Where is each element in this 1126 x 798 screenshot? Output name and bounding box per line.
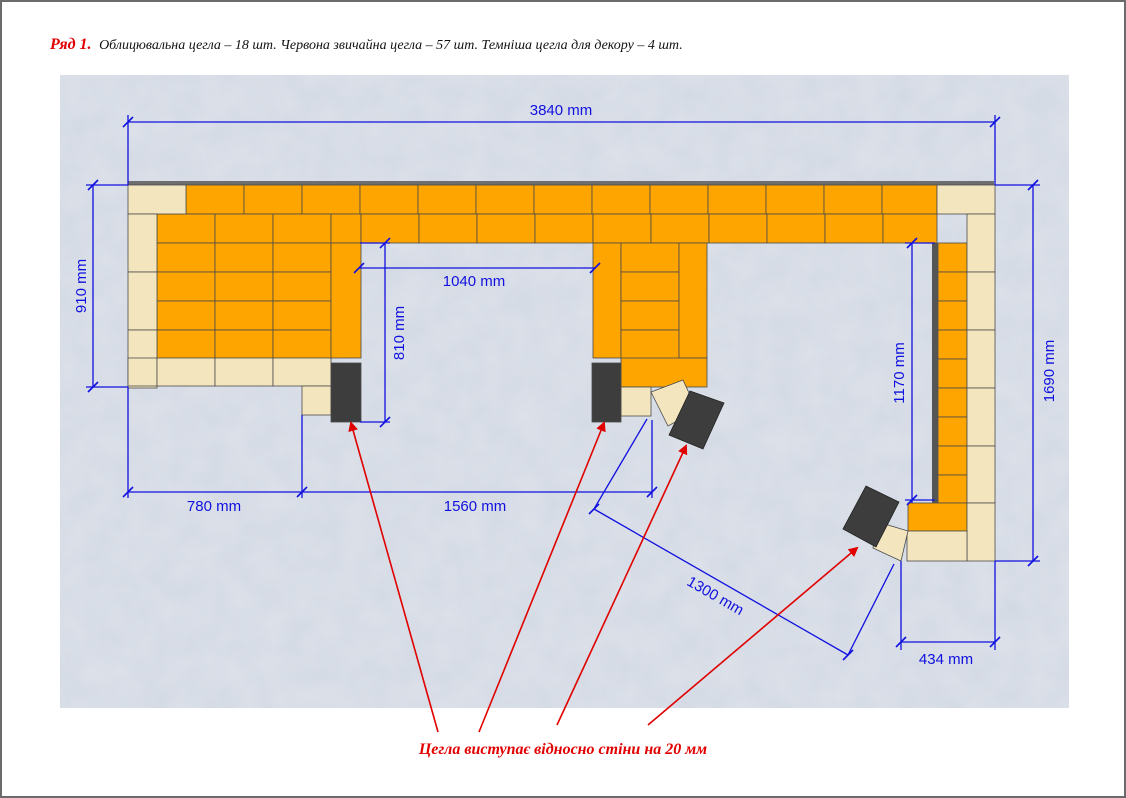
- red-brick: [535, 214, 593, 243]
- red-brick: [908, 503, 967, 531]
- red-brick: [215, 301, 273, 330]
- dim-bottom-mid: 1560 mm: [443, 498, 507, 515]
- red-brick: [592, 185, 650, 214]
- red-brick: [215, 214, 273, 243]
- facing-brick: [967, 503, 995, 561]
- red-brick: [938, 301, 967, 330]
- red-brick: [593, 243, 621, 358]
- red-brick: [331, 243, 361, 358]
- red-brick: [186, 185, 244, 214]
- red-brick: [157, 301, 215, 330]
- facing-brick: [937, 185, 995, 214]
- red-brick: [302, 185, 360, 214]
- red-brick: [419, 214, 477, 243]
- red-brick: [621, 330, 679, 359]
- red-brick: [709, 214, 767, 243]
- dark-decor-brick: [331, 363, 361, 422]
- red-brick: [938, 446, 967, 475]
- row-description: Облицювальна цегла – 18 шт. Червона звичайна цегла – 57 шт. Темніша цегла для декору – 4 шт.: [99, 38, 683, 53]
- red-brick: [621, 358, 707, 387]
- protrusion-note: Цегла виступає відносно стіни на 20 мм: [418, 741, 708, 758]
- red-brick: [938, 272, 967, 301]
- red-brick: [621, 272, 679, 301]
- red-brick: [273, 243, 331, 272]
- red-brick: [157, 243, 215, 272]
- facing-brick: [273, 358, 331, 386]
- red-brick: [273, 214, 331, 243]
- red-brick: [215, 272, 273, 301]
- red-brick: [938, 475, 967, 503]
- row-label: Ряд 1.: [50, 36, 92, 53]
- facing-brick: [967, 214, 995, 272]
- red-brick: [651, 214, 709, 243]
- facing-brick: [907, 531, 967, 561]
- facing-brick: [967, 330, 995, 388]
- red-brick: [621, 301, 679, 330]
- red-brick: [882, 185, 937, 214]
- red-brick: [938, 330, 967, 359]
- red-brick: [477, 214, 535, 243]
- dim-opening-width: 1040 mm: [442, 273, 506, 290]
- red-brick: [766, 185, 824, 214]
- red-brick: [244, 185, 302, 214]
- facing-brick: [967, 388, 995, 446]
- facing-brick: [157, 358, 215, 386]
- red-brick: [938, 243, 967, 272]
- dim-opening-depth: 810 mm: [391, 305, 408, 361]
- red-brick: [273, 330, 331, 359]
- red-brick: [767, 214, 825, 243]
- red-brick: [938, 417, 967, 446]
- dim-total-width: 3840 mm: [529, 102, 593, 119]
- red-brick: [215, 243, 273, 272]
- facing-brick: [215, 358, 273, 386]
- facing-brick: [967, 272, 995, 330]
- red-brick: [679, 243, 707, 358]
- dim-right-inner: 1170 mm: [891, 342, 908, 404]
- red-brick: [593, 214, 651, 243]
- red-brick: [331, 214, 361, 243]
- facing-brick: [967, 446, 995, 503]
- facing-brick: [128, 358, 157, 386]
- red-brick: [621, 243, 679, 272]
- facing-brick: [128, 272, 157, 330]
- red-brick: [708, 185, 766, 214]
- facing-brick: [128, 185, 186, 214]
- red-brick: [273, 272, 331, 301]
- red-brick: [418, 185, 476, 214]
- red-brick: [215, 330, 273, 359]
- red-brick: [157, 272, 215, 301]
- red-brick: [157, 214, 215, 243]
- red-brick: [360, 185, 418, 214]
- red-brick: [825, 214, 883, 243]
- red-brick: [534, 185, 592, 214]
- red-brick: [824, 185, 882, 214]
- red-brick: [938, 359, 967, 388]
- dim-diagonal: 1300 mm: [683, 573, 747, 620]
- dim-right-total: 1690 mm: [1041, 339, 1058, 403]
- red-brick: [157, 330, 215, 359]
- red-brick: [938, 388, 967, 417]
- facing-brick: [302, 386, 331, 415]
- facing-brick: [621, 387, 651, 416]
- red-brick: [883, 214, 937, 243]
- red-brick: [650, 185, 708, 214]
- dim-left-height: 910 mm: [73, 258, 90, 314]
- wall-top-shadow: [128, 181, 994, 185]
- floor-texture: [60, 75, 1069, 708]
- dark-decor-brick: [592, 363, 621, 422]
- red-brick: [476, 185, 534, 214]
- dim-bottom-left: 780 mm: [186, 498, 242, 515]
- red-brick: [273, 301, 331, 330]
- facing-brick: [128, 214, 157, 272]
- dim-bottom-right: 434 mm: [918, 651, 974, 668]
- inner-wall-shadow: [932, 243, 938, 503]
